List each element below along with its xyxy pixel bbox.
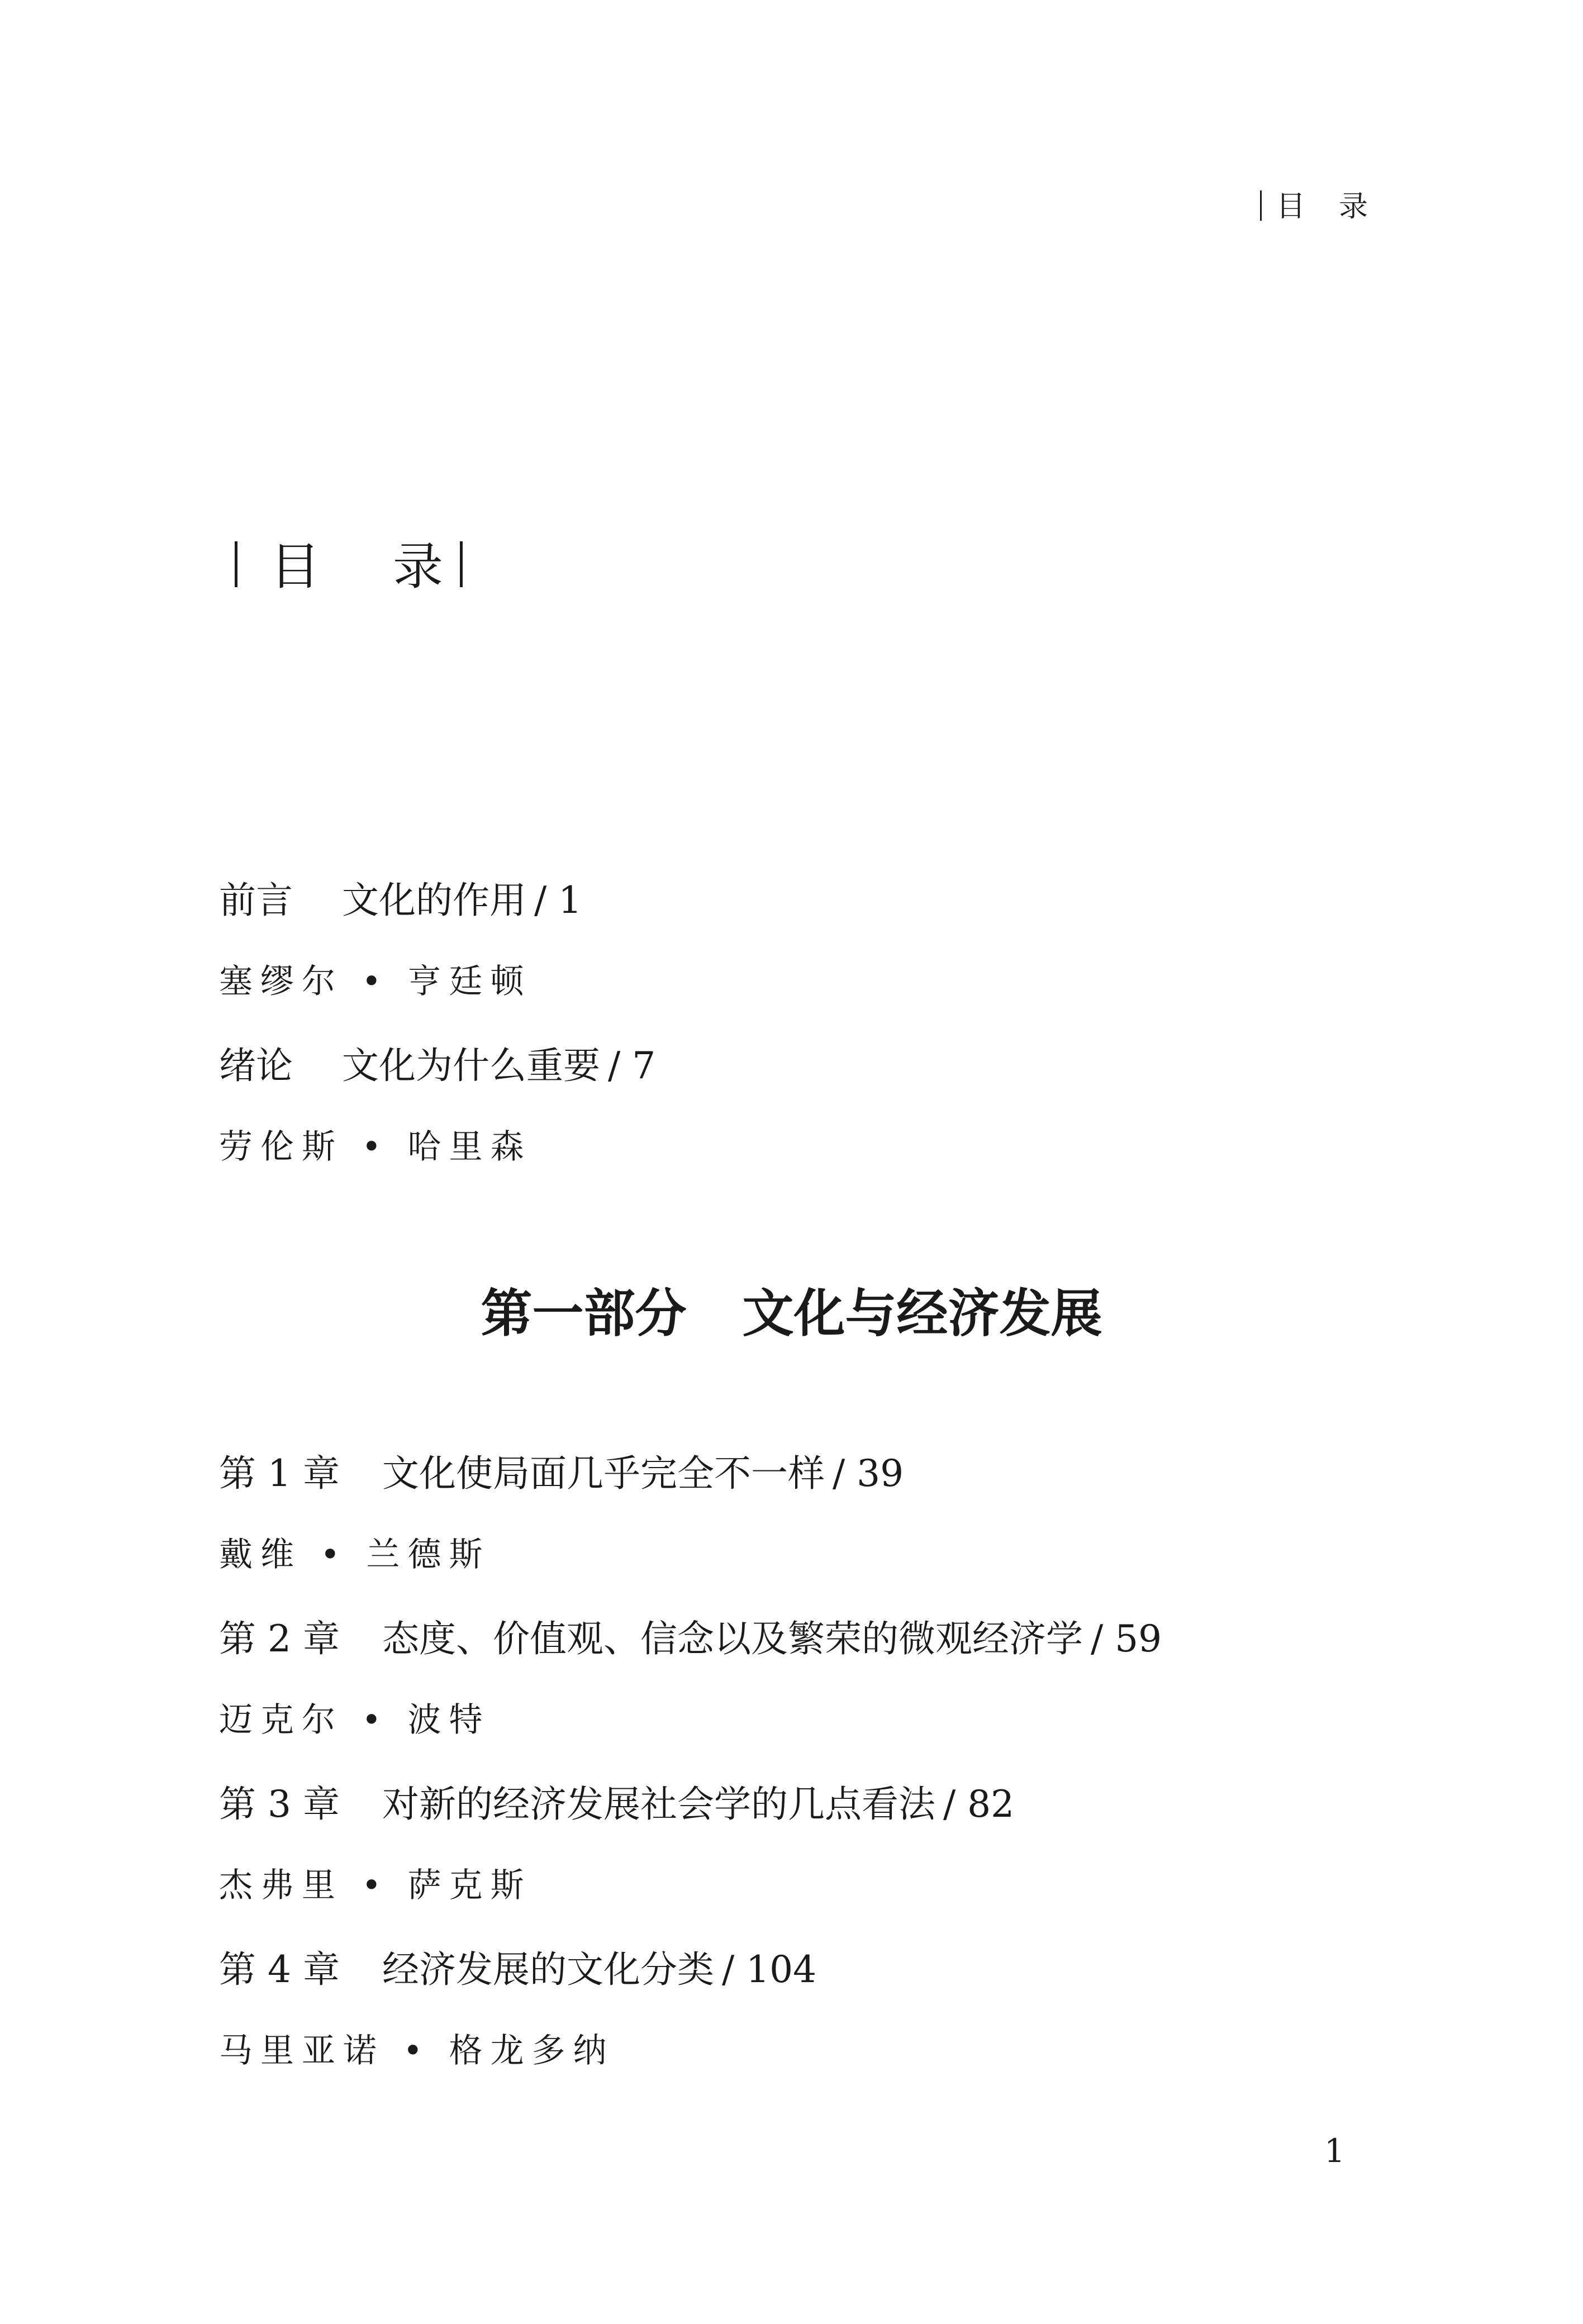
chapter-title: 经济发展的文化分类 bbox=[382, 1948, 714, 1991]
toc-entry-chapter-3[interactable] bbox=[219, 1779, 1014, 1830]
entry-label: 前言 bbox=[219, 879, 293, 922]
page-number: 1 bbox=[1324, 2132, 1345, 2170]
title-bracket-right bbox=[460, 541, 463, 587]
toc-title-char: 录 bbox=[393, 537, 443, 596]
entry-author: 塞缪尔 • 亨廷顿 bbox=[219, 962, 532, 1001]
toc-entry-introduction[interactable] bbox=[219, 1041, 655, 1091]
toc-title-char: 目 bbox=[270, 537, 320, 596]
chapter-author: 迈克尔 • 波特 bbox=[219, 1701, 491, 1740]
chapter-title: 文化使局面几乎完全不一样 bbox=[382, 1452, 825, 1495]
chapter-label: 第 4 章 bbox=[219, 1948, 340, 1991]
entry-title: 文化的作用 bbox=[342, 879, 526, 922]
entry-title: 文化为什么重要 bbox=[342, 1044, 600, 1087]
running-title-char: 目 bbox=[1276, 190, 1306, 223]
running-header bbox=[1260, 187, 1368, 226]
chapter-page: / 82 bbox=[943, 1783, 1015, 1826]
running-title-char: 录 bbox=[1339, 190, 1368, 223]
toc-title bbox=[235, 534, 463, 601]
chapter-page: / 104 bbox=[721, 1948, 817, 1991]
entry-label: 绪论 bbox=[219, 1044, 293, 1087]
chapter-author: 马里亚诺 • 格龙多纳 bbox=[219, 2031, 615, 2070]
toc-entry-chapter-1[interactable] bbox=[219, 1449, 904, 1499]
entry-page: / 1 bbox=[534, 879, 582, 922]
part-heading bbox=[0, 1280, 1583, 1347]
header-divider bbox=[1260, 191, 1262, 221]
chapter-author: 戴维 • 兰德斯 bbox=[219, 1535, 491, 1574]
chapter-page: / 39 bbox=[832, 1452, 904, 1495]
title-bracket-left bbox=[235, 541, 237, 587]
chapter-title: 对新的经济发展社会学的几点看法 bbox=[382, 1783, 935, 1826]
chapter-title: 态度、价值观、信念以及繁荣的微观经济学 bbox=[382, 1617, 1083, 1660]
chapter-author: 杰弗里 • 萨克斯 bbox=[219, 1866, 532, 1905]
toc-entry-preface[interactable] bbox=[219, 875, 582, 926]
chapter-label: 第 1 章 bbox=[219, 1452, 340, 1495]
entry-author: 劳伦斯 • 哈里森 bbox=[219, 1127, 532, 1166]
chapter-label: 第 3 章 bbox=[219, 1783, 340, 1826]
chapter-page: / 59 bbox=[1090, 1617, 1162, 1660]
part-title: 文化与经济发展 bbox=[742, 1284, 1102, 1344]
toc-entry-chapter-4[interactable] bbox=[219, 1945, 816, 1995]
entry-page: / 7 bbox=[608, 1044, 656, 1087]
toc-entry-chapter-2[interactable] bbox=[219, 1614, 1162, 1664]
part-label: 第一部分 bbox=[481, 1284, 687, 1344]
chapter-label: 第 2 章 bbox=[219, 1617, 340, 1660]
